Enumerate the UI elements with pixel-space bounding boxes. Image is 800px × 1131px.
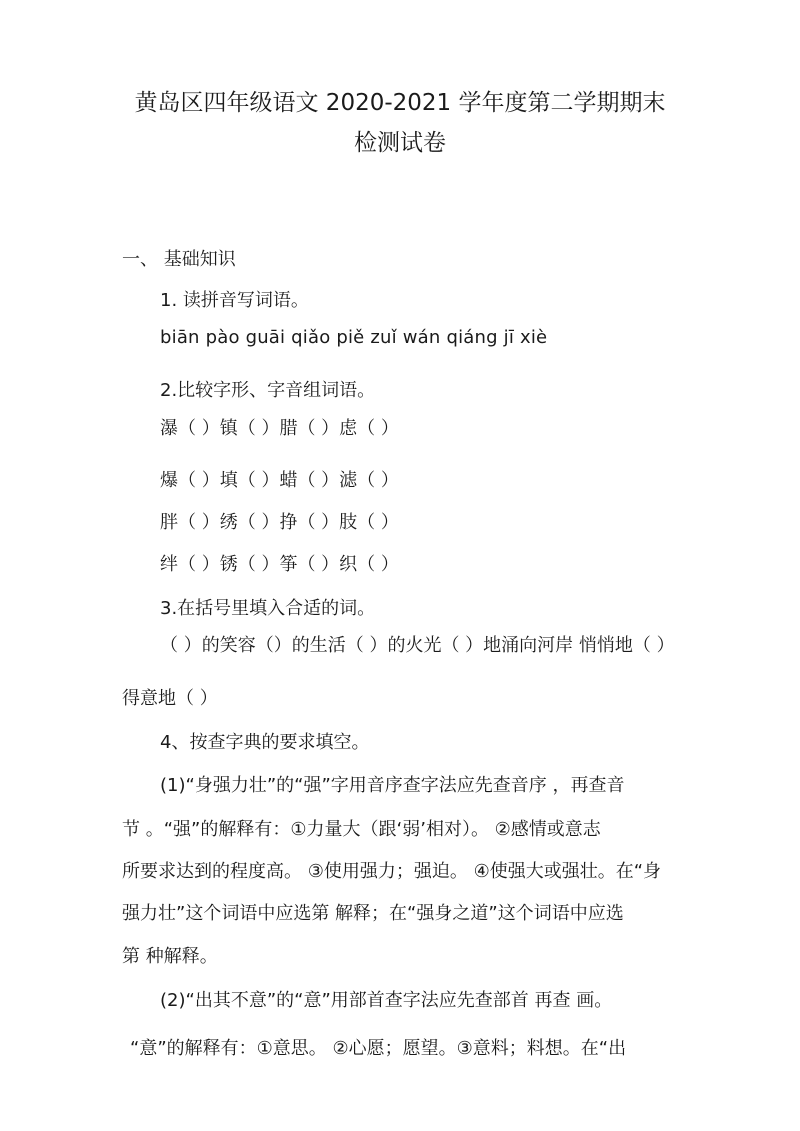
question-4-part1-line-2: 节 。“强”的解释有：①力量大（跟‘弱’相对）。 ②感情或意志 bbox=[122, 819, 601, 840]
question-1-pinyin: biān pào guāi qiǎo piě zuǐ wán qiáng jī xiè bbox=[160, 327, 548, 348]
section-heading-basics: 一、 基础知识 bbox=[122, 249, 236, 270]
question-1-label: 1. 读拼音写词语。 bbox=[160, 290, 309, 311]
question-4-part1-line-1: (1)“身强力壮”的“强”字用音序查字法应先查音序 ，再查音 bbox=[160, 775, 625, 796]
exam-title-line1: 黄岛区四年级语文 2020-2021 学年度第二学期期末 bbox=[134, 90, 666, 116]
question-4-part1-line-5: 第 种解释。 bbox=[122, 946, 218, 967]
question-3-line-1: （ ）的笑容（）的生活（ ）的火光（ ）地涌向河岸 悄悄地（ ） bbox=[160, 635, 675, 656]
question-2-label: 2.比较字形、字音组词语。 bbox=[160, 380, 376, 401]
question-4-part1-line-4: 强力壮”这个词语中应选第 解释；在“强身之道”这个词语中应选 bbox=[122, 903, 624, 924]
question-4-part2-line-2: “意”的解释有：①意思。 ②心愿；愿望。③意料；料想。在“出 bbox=[130, 1038, 627, 1059]
question-4-part1-line-3: 所要求达到的程度高。 ③使用强力；强迫。 ④使强大或强壮。在“身 bbox=[122, 861, 662, 882]
question-2-row-1: 瀑（ ）镇（ ）腊（ ）虑（ ） bbox=[160, 418, 399, 439]
question-2-row-4: 绊（ ）锈（ ）筝（ ）织（ ） bbox=[160, 554, 399, 575]
question-3-line-2: 得意地（ ） bbox=[122, 688, 218, 709]
question-4-label: 4、按查字典的要求填空。 bbox=[160, 732, 370, 753]
question-2-row-2: 爆（ ）填（ ）蜡（ ）滤（ ） bbox=[160, 470, 399, 491]
question-2-row-3: 胖（ ）绣（ ）挣（ ）肢（ ） bbox=[160, 512, 399, 533]
question-4-part2-line-1: (2)“出其不意”的“意”用部首查字法应先查部首 再查 画。 bbox=[160, 990, 613, 1011]
question-3-label: 3.在括号里填入合适的词。 bbox=[160, 598, 376, 619]
exam-title-line2: 检测试卷 bbox=[354, 130, 446, 156]
